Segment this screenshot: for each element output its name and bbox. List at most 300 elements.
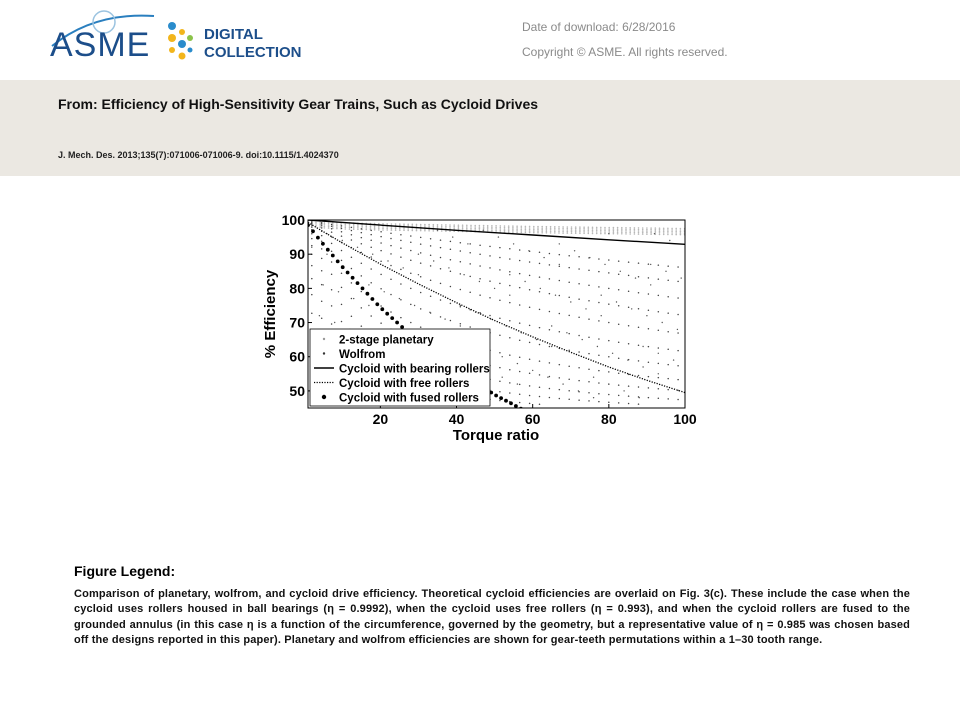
planetary-point	[588, 226, 590, 228]
planetary-point	[617, 228, 619, 230]
wolfrom-point	[460, 289, 462, 291]
planetary-point	[521, 230, 523, 232]
wolfrom-point	[677, 281, 679, 283]
planetary-point	[588, 231, 590, 233]
wolfrom-point	[400, 234, 402, 236]
planetary-point	[554, 229, 556, 231]
wolfrom-point	[588, 318, 590, 320]
planetary-point	[650, 230, 652, 232]
wolfrom-point	[370, 246, 372, 248]
fused-rollers-point	[559, 425, 563, 429]
wolfrom-point	[628, 395, 630, 397]
wolfrom-point	[410, 272, 412, 274]
wolfrom-point	[532, 370, 533, 371]
wolfrom-point	[460, 305, 461, 306]
planetary-point	[604, 233, 606, 235]
wolfrom-point	[646, 315, 647, 316]
planetary-point	[663, 229, 665, 231]
wolfrom-point	[539, 309, 541, 311]
planetary-point	[604, 231, 606, 233]
y-tick-label: 100	[281, 212, 305, 228]
x-tick-label: 20	[372, 411, 389, 427]
fused-rollers-point	[504, 399, 508, 403]
planetary-point	[617, 227, 619, 229]
fused-rollers-point	[316, 236, 320, 240]
planetary-point	[571, 229, 573, 231]
wolfrom-point	[341, 260, 343, 262]
wolfrom-point	[549, 362, 551, 364]
wolfrom-point	[403, 267, 404, 268]
wolfrom-point	[353, 298, 354, 299]
wolfrom-point	[562, 383, 563, 384]
wolfrom-point	[452, 236, 453, 237]
wolfrom-point	[628, 403, 630, 405]
fused-rollers-point	[598, 442, 602, 446]
wolfrom-point	[321, 225, 323, 227]
wolfrom-point	[529, 306, 531, 308]
wolfrom-point	[321, 270, 323, 272]
wolfrom-point	[509, 392, 511, 394]
wolfrom-point	[450, 286, 452, 288]
planetary-point	[621, 228, 623, 230]
planetary-point	[449, 227, 451, 229]
planetary-point	[504, 225, 506, 227]
wolfrom-point	[519, 249, 521, 251]
wolfrom-point	[677, 297, 679, 299]
wolfrom-point	[420, 252, 422, 254]
fused-rollers-point	[371, 297, 375, 301]
planetary-point	[395, 223, 397, 225]
wolfrom-point	[648, 346, 650, 348]
wolfrom-point	[667, 349, 669, 351]
planetary-point	[567, 232, 569, 234]
download-date: Date of download: 6/28/2016	[522, 20, 676, 34]
wolfrom-point	[598, 370, 600, 372]
wolfrom-point	[638, 276, 640, 278]
wolfrom-point	[509, 274, 510, 275]
wolfrom-point	[331, 251, 333, 253]
wolfrom-point	[509, 337, 511, 339]
wolfrom-point	[547, 377, 548, 378]
planetary-point	[675, 228, 677, 230]
fused-rollers-point	[593, 440, 597, 444]
wolfrom-point	[437, 230, 438, 231]
planetary-point	[583, 226, 585, 228]
planetary-point	[416, 225, 418, 227]
planetary-point	[357, 229, 359, 231]
planetary-point	[391, 229, 393, 231]
planetary-point	[462, 228, 464, 230]
efficiency-chart	[255, 208, 705, 448]
wolfrom-point	[648, 263, 650, 265]
wolfrom-point	[529, 289, 531, 291]
wolfrom-point	[620, 271, 621, 272]
planetary-point	[495, 227, 497, 229]
wolfrom-point	[509, 258, 511, 260]
planetary-point	[420, 225, 422, 227]
wolfrom-point	[509, 285, 511, 287]
fused-rollers-point	[366, 292, 370, 296]
wolfrom-point	[529, 395, 531, 397]
planetary-point	[512, 225, 514, 227]
planetary-point	[403, 228, 405, 230]
planetary-point	[420, 230, 422, 232]
wolfrom-point	[460, 261, 462, 263]
wolfrom-point	[448, 267, 449, 268]
planetary-point	[349, 227, 351, 229]
planetary-point	[550, 229, 552, 231]
planetary-point	[680, 234, 682, 236]
planetary-point	[667, 228, 669, 230]
wolfrom-point	[578, 317, 580, 319]
planetary-point	[353, 228, 355, 230]
wolfrom-point	[380, 288, 382, 290]
wolfrom-point	[662, 322, 663, 323]
planetary-point	[550, 228, 552, 230]
planetary-point	[634, 229, 636, 231]
wolfrom-point	[608, 303, 610, 305]
wolfrom-point	[598, 401, 600, 403]
planetary-point	[604, 228, 606, 230]
wolfrom-point	[618, 402, 620, 404]
wolfrom-point	[529, 261, 531, 263]
planetary-point	[621, 233, 623, 235]
planetary-point	[638, 229, 640, 231]
wolfrom-point	[566, 332, 567, 333]
wolfrom-point	[351, 234, 353, 236]
planetary-point	[529, 226, 531, 228]
wolfrom-point	[618, 273, 620, 275]
wolfrom-point	[509, 295, 510, 296]
wolfrom-point	[463, 274, 464, 275]
wolfrom-point	[361, 263, 363, 265]
wolfrom-point	[618, 357, 620, 359]
wolfrom-point	[519, 356, 521, 358]
wolfrom-point	[341, 304, 343, 306]
wolfrom-point	[469, 263, 471, 265]
planetary-point	[567, 229, 569, 231]
planetary-point	[521, 226, 523, 228]
y-tick-label: 80	[289, 280, 305, 297]
planetary-point	[336, 225, 338, 227]
article-info-band	[0, 80, 960, 176]
planetary-point	[441, 226, 443, 228]
planetary-point	[638, 233, 640, 235]
planetary-point	[562, 228, 564, 230]
wolfrom-point	[351, 316, 353, 318]
planetary-point	[424, 225, 426, 227]
planetary-point	[416, 228, 418, 230]
wolfrom-point	[479, 254, 481, 256]
wolfrom-point	[598, 338, 600, 340]
wolfrom-point	[311, 312, 313, 314]
planetary-point	[550, 232, 552, 234]
planetary-point	[516, 230, 518, 232]
wolfrom-point	[479, 281, 480, 282]
planetary-point	[562, 232, 564, 234]
x-tick-label: 60	[524, 411, 541, 427]
wolfrom-point	[499, 317, 501, 319]
wolfrom-point	[677, 365, 679, 367]
wolfrom-point	[357, 247, 358, 248]
wolfrom-point	[598, 302, 600, 304]
wolfrom-point	[509, 320, 511, 322]
wolfrom-point	[623, 390, 624, 391]
logo-digital: DIGITAL	[204, 26, 263, 43]
planetary-point	[554, 226, 556, 228]
wolfrom-point	[549, 346, 551, 348]
wolfrom-point	[420, 237, 422, 239]
wolfrom-point	[509, 271, 511, 273]
wolfrom-point	[341, 235, 343, 237]
planetary-point	[340, 223, 342, 225]
fused-rollers-point	[549, 421, 553, 425]
wolfrom-point	[658, 311, 660, 313]
planetary-point	[445, 227, 447, 229]
wolfrom-point	[658, 363, 660, 365]
wolfrom-point	[608, 288, 610, 290]
planetary-point	[625, 230, 627, 232]
wolfrom-point	[410, 250, 412, 252]
planetary-point	[319, 225, 321, 227]
planetary-point	[533, 229, 535, 231]
wolfrom-point	[616, 301, 617, 302]
planetary-point	[445, 230, 447, 232]
planetary-point	[650, 229, 652, 231]
planetary-point	[567, 228, 569, 230]
planetary-point	[479, 225, 481, 227]
y-tick-label: 90	[289, 246, 305, 263]
wolfrom-point	[559, 264, 560, 265]
figure-legend-title: Figure Legend:	[74, 563, 176, 579]
wolfrom-point	[578, 351, 580, 353]
wolfrom-point	[351, 298, 353, 300]
wolfrom-point	[598, 393, 600, 395]
wolfrom-point	[588, 300, 590, 302]
planetary-point	[575, 226, 577, 228]
y-tick-label: 70	[289, 314, 305, 331]
wolfrom-point	[361, 237, 363, 239]
wolfrom-point	[524, 281, 525, 282]
planetary-point	[353, 224, 355, 226]
planetary-point	[466, 226, 468, 228]
planetary-point	[416, 230, 418, 232]
wolfrom-point	[483, 230, 484, 231]
planetary-point	[634, 232, 636, 234]
planetary-point	[625, 232, 627, 234]
wolfrom-point	[400, 283, 402, 285]
wolfrom-point	[570, 301, 571, 302]
fused-rollers-point	[400, 325, 404, 329]
planetary-point	[537, 226, 539, 228]
wolfrom-point	[440, 283, 442, 285]
wolfrom-point	[568, 297, 570, 299]
wolfrom-point	[331, 225, 333, 227]
wolfrom-point	[539, 374, 541, 376]
wolfrom-point	[440, 257, 442, 259]
planetary-point	[466, 225, 468, 227]
planetary-point	[319, 224, 321, 226]
planetary-point	[462, 226, 464, 228]
wolfrom-point	[578, 298, 580, 300]
logo-text: ASME	[50, 26, 151, 64]
planetary-point	[324, 226, 326, 228]
planetary-point	[525, 229, 527, 231]
planetary-point	[613, 228, 615, 230]
planetary-point	[441, 224, 443, 226]
planetary-point	[453, 226, 455, 228]
wolfrom-point	[380, 261, 382, 263]
planetary-point	[445, 224, 447, 226]
wolfrom-point	[372, 254, 373, 255]
wolfrom-point	[559, 331, 561, 333]
planetary-point	[579, 233, 581, 235]
planetary-point	[345, 225, 347, 227]
wolfrom-point	[342, 240, 343, 241]
planetary-point	[583, 231, 585, 233]
planetary-point	[336, 228, 338, 230]
planetary-point	[625, 233, 627, 235]
wolfrom-point	[469, 252, 471, 254]
wolfrom-point	[658, 398, 660, 400]
wolfrom-point	[539, 344, 541, 346]
fused-rollers-point	[573, 432, 577, 436]
wolfrom-point	[549, 388, 551, 390]
chart-legend	[310, 329, 490, 406]
wolfrom-point	[648, 376, 650, 378]
planetary-point	[592, 227, 594, 229]
planetary-point	[629, 233, 631, 235]
wolfrom-point	[519, 394, 521, 396]
wolfrom-point	[642, 346, 643, 347]
planetary-point	[474, 229, 476, 231]
wolfrom-point	[677, 379, 679, 381]
planetary-point	[474, 228, 476, 230]
wolfrom-point	[440, 316, 442, 318]
planetary-point	[629, 230, 631, 232]
planetary-point	[667, 232, 669, 234]
planetary-point	[412, 225, 414, 227]
wolfrom-point	[588, 400, 590, 402]
wolfrom-point	[568, 255, 570, 257]
wolfrom-point	[351, 268, 353, 270]
wolfrom-point	[341, 250, 343, 252]
wolfrom-point	[440, 268, 442, 270]
wolfrom-point	[499, 299, 501, 301]
planetary-point	[558, 229, 560, 231]
wolfrom-point	[519, 304, 521, 306]
wolfrom-point	[338, 291, 339, 292]
planetary-point	[441, 230, 443, 232]
wolfrom-point	[400, 256, 402, 258]
wolfrom-point	[420, 308, 422, 310]
planetary-point	[407, 230, 409, 232]
wolfrom-point	[638, 308, 640, 310]
planetary-point	[525, 227, 527, 229]
planetary-point	[483, 226, 485, 228]
planetary-point	[521, 229, 523, 231]
wolfrom-point	[499, 283, 501, 285]
wolfrom-point	[440, 299, 442, 301]
planetary-point	[579, 231, 581, 233]
planetary-point	[395, 228, 397, 230]
wolfrom-point	[578, 390, 579, 391]
planetary-point	[675, 229, 677, 231]
planetary-point	[319, 222, 321, 224]
wolfrom-point	[549, 264, 551, 266]
x-tick-label: 100	[673, 411, 697, 427]
planetary-point	[403, 223, 405, 225]
wolfrom-point	[604, 264, 605, 265]
wolfrom-point	[539, 360, 541, 362]
planetary-point	[680, 228, 682, 230]
wolfrom-point	[658, 295, 660, 297]
planetary-point	[667, 231, 669, 233]
wolfrom-point	[331, 228, 333, 230]
planetary-point	[386, 228, 388, 230]
wolfrom-point	[574, 250, 575, 251]
planetary-point	[428, 230, 430, 232]
legend-label: Cycloid with bearing rollers	[339, 363, 490, 376]
planetary-point	[646, 230, 648, 232]
figure-caption: Comparison of planetary, wolfrom, and cycloid drive efficiency. Theoretical cycloid efficiencies are overlaid on Fig. 3(c). These include the case when the cycloid uses rollers housed in ball bearings (η = 0.9992), when the cycloid uses free rollers (η = 0.993), and when the cycloid rollers are fused to the grounded annulus (in this case η is a function of the circumference, governed by the geometry, but a representative value of η = 0.985 was chosen based off the designs reported in this paper). Planetary and wolfrom efficiencies are shown for gear-teeth permutations within a 1–30 tooth range.	[74, 588, 910, 647]
planetary-point	[550, 226, 552, 228]
wolfrom-point	[390, 253, 392, 255]
wolfrom-point	[568, 390, 570, 392]
planetary-point	[324, 227, 326, 229]
wolfrom-point	[509, 302, 511, 304]
planetary-point	[437, 226, 439, 228]
planetary-point	[483, 228, 485, 230]
wolfrom-point	[551, 346, 552, 347]
wolfrom-point	[370, 256, 372, 258]
planetary-point	[600, 227, 602, 229]
planetary-point	[433, 230, 435, 232]
planetary-point	[650, 227, 652, 229]
wolfrom-point	[469, 292, 471, 294]
planetary-point	[315, 222, 317, 224]
planetary-point	[357, 225, 359, 227]
fused-rollers-point	[499, 396, 503, 400]
planetary-point	[638, 227, 640, 229]
wolfrom-point	[489, 267, 491, 269]
wolfrom-point	[638, 262, 640, 264]
wolfrom-point	[568, 366, 570, 368]
wolfrom-point	[578, 367, 580, 369]
planetary-point	[671, 234, 673, 236]
wolfrom-point	[418, 274, 419, 275]
wolfrom-point	[430, 296, 432, 298]
wolfrom-point	[529, 342, 531, 344]
planetary-point	[541, 229, 543, 231]
planetary-point	[470, 226, 472, 228]
planetary-point	[521, 227, 523, 229]
wolfrom-point	[588, 392, 590, 394]
wolfrom-point	[568, 281, 570, 283]
planetary-point	[571, 232, 573, 234]
planetary-point	[575, 228, 577, 230]
planetary-point	[374, 227, 376, 229]
wolfrom-point	[509, 369, 511, 371]
planetary-point	[366, 226, 368, 228]
wolfrom-point	[479, 294, 481, 296]
planetary-point	[650, 232, 652, 234]
wolfrom-point	[529, 403, 531, 405]
planetary-point	[579, 229, 581, 231]
wolfrom-point	[499, 352, 501, 354]
wolfrom-point	[529, 373, 531, 375]
planetary-point	[386, 226, 388, 228]
